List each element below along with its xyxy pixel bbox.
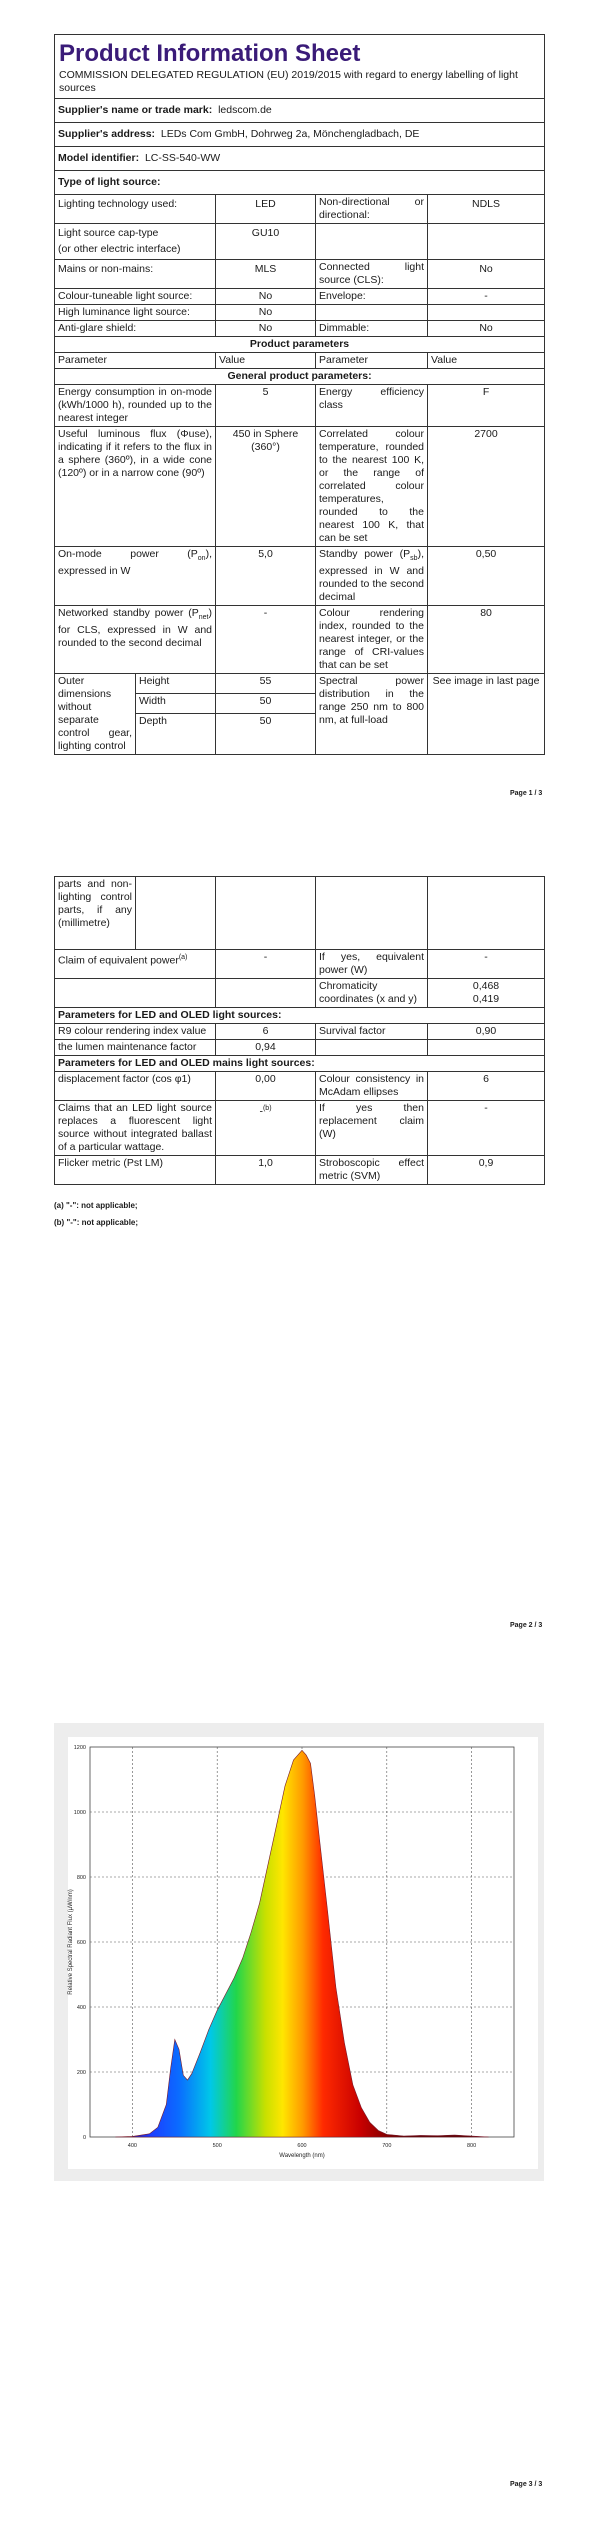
energy-value: 5 — [216, 385, 316, 427]
info-table-page2 — [54, 876, 545, 1185]
envelope-value: - — [428, 289, 545, 305]
strobo-value: 0,9 — [428, 1156, 545, 1185]
x-tick-label: 400 — [127, 2143, 137, 2149]
consistency-label: Colour consistency in McAdam ellipses — [316, 1072, 428, 1101]
footnote-a: (a) "-": not applicable; — [54, 1201, 138, 1210]
flicker-label: Flicker metric (Pst LM) — [55, 1156, 216, 1185]
page-number-3: Page 3 / 3 — [510, 2481, 543, 2488]
dims-label-cont: parts and non-lighting control parts, if any (millimetre) — [55, 877, 136, 950]
y-tick-label: 400 — [76, 2005, 86, 2011]
y-tick-label: 1000 — [73, 1810, 86, 1816]
mains-label: Mains or non-mains: — [55, 260, 216, 289]
col-param-1: Parameter — [55, 353, 216, 369]
dimmable-value: No — [428, 321, 545, 337]
cri-value: 80 — [428, 606, 545, 674]
y-tick-label: 200 — [76, 2070, 86, 2076]
directional-label: Non-directional or directional: — [316, 195, 428, 224]
cap-label: Light source cap-type — [58, 227, 159, 239]
tech-value: LED — [216, 195, 316, 224]
cls-label: Connected light source (CLS): — [316, 260, 428, 289]
page-title: Product Information Sheet — [59, 40, 361, 67]
eclass-label: Energy efficiency class — [316, 385, 428, 427]
survival-value: 0,90 — [428, 1024, 545, 1040]
chroma-label: Chromaticity coordinates (x and y) — [316, 979, 428, 1008]
page-1 — [54, 34, 544, 755]
equiv-label: Claim of equivalent power$^{(a)}$ — [55, 950, 216, 979]
dimmable-label: Dimmable: — [316, 321, 428, 337]
flux-value: 450 in Sphere (360°) — [216, 427, 316, 547]
cct-value: 2700 — [428, 427, 545, 547]
flux-label: Useful luminous flux (Φuse), indicating if it refers to the flux in a sphere (360º), in a wide cone (120º) or in a narrow cone (90º) — [55, 427, 216, 547]
tuneable-value: No — [216, 289, 316, 305]
col-param-2: Parameter — [316, 353, 428, 369]
r9-value: 6 — [216, 1024, 316, 1040]
x-tick-label: 700 — [382, 2143, 392, 2149]
supplier-name-label: Supplier's name or trade mark: — [58, 104, 213, 116]
replace-value: - — [428, 1101, 545, 1156]
mains-value: MLS — [216, 260, 316, 289]
cls-value: No — [428, 260, 545, 289]
glare-label: Anti-glare shield: — [55, 321, 216, 337]
claim-label: Claims that an LED light source replaces a fluorescent light source without integrated ballast of a particular wattage. — [55, 1101, 216, 1156]
led-params-title: Parameters for LED and OLED light sources: — [55, 1008, 545, 1024]
page-number-1: Page 1 / 3 — [510, 790, 543, 797]
netstandby-label: Networked standby power $(P_{net})$ for CLS, expressed in W and rounded to the second decimal — [55, 606, 216, 674]
netstandby-value: - — [216, 606, 316, 674]
onpower-label: On-mode power $(P_{on})$, expressed in W — [55, 547, 216, 606]
spd-value: See image in last page — [428, 674, 545, 755]
width-value: 50 — [216, 694, 316, 714]
tech-label: Lighting technology used: — [55, 195, 216, 224]
envelope-label: Envelope: — [316, 289, 428, 305]
spd-label: Spectral power distribution in the range 250 nm to 800 nm, at full-load — [316, 674, 428, 755]
y-tick-label: 800 — [76, 1875, 86, 1881]
glare-value: No — [216, 321, 316, 337]
model-label: Model identifier: — [58, 152, 140, 164]
equiv-power-label: If yes, equivalent power (W) — [316, 950, 428, 979]
light-source-type-label: Type of light source: — [58, 176, 161, 188]
supplier-address-label: Supplier's address: — [58, 128, 156, 140]
claim-value: -$^{(b)}$ — [216, 1101, 316, 1156]
model-value: LC-SS-540-WW — [144, 152, 221, 164]
height-label: Height — [136, 674, 216, 694]
page-number-2: Page 2 / 3 — [510, 1622, 543, 1629]
flicker-value: 1,0 — [216, 1156, 316, 1185]
general-params-title: General product parameters: — [55, 369, 545, 385]
replace-label: If yes then replacement claim (W) — [316, 1101, 428, 1156]
depth-label: Depth — [136, 713, 216, 754]
consistency-value: 6 — [428, 1072, 545, 1101]
cri-label: Colour rendering index, rounded to the nearest integer, or the range of CRI-values that can be set — [316, 606, 428, 674]
high-lum-value: No — [216, 305, 316, 321]
col-value-1: Value — [216, 353, 316, 369]
footnote-b: (b) "-": not applicable; — [54, 1218, 139, 1227]
width-label: Width — [136, 694, 216, 714]
disp-label: displacement factor (cos φ1) — [55, 1072, 216, 1101]
y-tick-label: 0 — [82, 2135, 86, 2141]
height-value: 55 — [216, 674, 316, 694]
col-value-2: Value — [428, 353, 545, 369]
info-table-page1 — [54, 34, 545, 755]
x-axis-label: Wavelength (nm) — [279, 2153, 325, 2159]
directional-value: NDLS — [428, 195, 545, 224]
survival-label: Survival factor — [316, 1024, 428, 1040]
chroma-value: 0,468 0,419 — [428, 979, 545, 1008]
y-tick-label: 600 — [76, 1940, 86, 1946]
r9-label: R9 colour rendering index value — [55, 1024, 216, 1040]
onpower-value: 5,0 — [216, 547, 316, 606]
supplier-name-value: ledscom.de — [218, 104, 272, 116]
eclass-value: F — [428, 385, 545, 427]
depth-value: 50 — [216, 713, 316, 754]
maint-value: 0,94 — [216, 1040, 316, 1056]
strobo-label: Stroboscopic effect metric (SVM) — [316, 1156, 428, 1185]
x-tick-label: 500 — [212, 2143, 222, 2149]
regulation-text: COMMISSION DELEGATED REGULATION (EU) 2019/2015 with regard to energy labelling of light sources — [59, 69, 518, 94]
cap-label-2: (or other electric interface) — [58, 243, 181, 255]
y-axis-label: Relative Spectral Radiant Flux (µW/nm) — [68, 1889, 74, 1995]
energy-label: Energy consumption in on-mode (kWh/1000 h), rounded up to the nearest integer — [55, 385, 216, 427]
cap-value: GU10 — [216, 224, 316, 260]
high-lum-label: High luminance light source: — [55, 305, 216, 321]
dims-label: Outer dimensions without separate control gear, lighting control — [55, 674, 136, 755]
x-tick-label: 800 — [467, 2143, 477, 2149]
equiv-power-value: - — [428, 950, 545, 979]
maint-label: the lumen maintenance factor — [55, 1040, 216, 1056]
equiv-value: - — [216, 950, 316, 979]
tuneable-label: Colour-tuneable light source: — [55, 289, 216, 305]
led-mains-title: Parameters for LED and OLED mains light sources: — [55, 1056, 545, 1072]
x-tick-label: 600 — [297, 2143, 307, 2149]
disp-value: 0,00 — [216, 1072, 316, 1101]
spectral-chart-svg — [54, 1723, 544, 2181]
spectral-chart — [54, 1723, 544, 2181]
standby-label: Standby power $(P_{sb})$, expressed in W and rounded to the second decimal — [316, 547, 428, 606]
standby-value: 0,50 — [428, 547, 545, 606]
cct-label: Correlated colour temperature, rounded to the nearest 100 K, or the range of correlated colour temperatures, rounded to the nearest 100 K, that can be set — [316, 427, 428, 547]
page-2 — [54, 876, 544, 1185]
supplier-address-value: LEDs Com GmbH, Dohrweg 2a, Mönchengladbach, DE — [160, 128, 420, 140]
product-params-title: Product parameters — [55, 337, 545, 353]
y-tick-label: 1200 — [73, 1745, 86, 1751]
